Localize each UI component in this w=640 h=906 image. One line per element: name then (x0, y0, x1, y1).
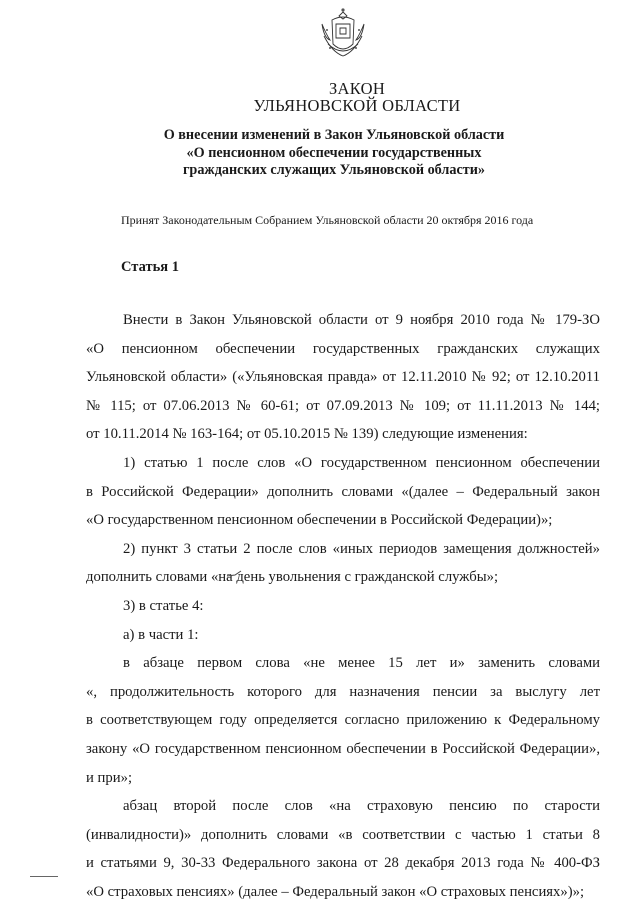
text-line: в Российской Федерации» дополнить словами «(далее – Федеральный закон (86, 483, 600, 500)
pen-mark (226, 570, 242, 578)
text-line: «, продолжительность которого для назначения пенсии за выслугу лет (86, 683, 600, 700)
footer-rule (30, 876, 58, 877)
text-line: «О пенсионном обеспечении государственных гражданских служащих (86, 340, 600, 357)
coat-of-arms-emblem (318, 6, 368, 60)
text-line: Ульяновской области» («Ульяновская правда» от 12.11.2010 № 92; от 12.10.2011 (86, 369, 600, 386)
item-3 (86, 592, 600, 621)
item-2 (86, 535, 600, 592)
text-line: (инвалидности)» дополнить словами «в соответствии с частью 1 статьи 8 (86, 826, 600, 843)
text-line: в абзаце первом слова «не менее 15 лет и» заменить словами (123, 655, 600, 672)
text-line: Внести в Закон Ульяновской области от 9 ноября 2010 года № 179-ЗО (123, 312, 600, 328)
text-line: № 115; от 07.06.2013 № 60-61; от 07.09.2013 № 109; от 11.11.2013 № 144; (86, 397, 600, 414)
text-line: дополнить словами «на день увольнения с гражданской службы»; (86, 569, 499, 586)
text-line: «О государственном пенсионном обеспечении в Российской Федерации)»; (86, 512, 553, 529)
article-heading: Статья 1 (121, 259, 179, 275)
title-line: УЛЬЯНОВСКОЙ ОБЛАСТИ (253, 96, 461, 115)
text-line: и при»; (86, 769, 133, 786)
text-line: от 10.11.2014 № 163-164; от 05.10.2015 № 139) следующие изменения: (86, 426, 528, 443)
subtitle-line: гражданских служащих Ульяновской области» (182, 162, 485, 178)
text-line: а) в части 1: (123, 626, 199, 643)
text-line: абзац второй после слов «на страховую пенсию по старости (123, 798, 600, 815)
text-line: «О страховых пенсиях» (далее – Федеральный закон «О страховых пенсиях»)»; (86, 883, 585, 900)
paragraph-second-amendment (86, 792, 600, 906)
text-line: в соответствующем году определяется согласно приложению к Федеральному (86, 712, 600, 729)
text-line: 3) в статье 4: (123, 597, 204, 614)
intro-paragraph (86, 306, 600, 449)
adoption-note: Принят Законодательным Собранием Ульяновской области 20 октября 2016 года (121, 213, 534, 227)
subtitle-line: О внесении изменений в Закон Ульяновской области (163, 127, 505, 143)
paragraph-first-amendment (86, 649, 600, 792)
item-1 (86, 449, 600, 535)
subtitle-line: «О пенсионном обеспечении государственных (186, 144, 482, 161)
item-3a (86, 621, 600, 650)
text-line: закону «О государственном пенсионном обеспечении в Российской Федерации», (86, 740, 600, 757)
law-body (86, 306, 600, 906)
text-line: 1) статью 1 после слов «О государственном пенсионном обеспечении (123, 454, 600, 471)
title-line: ЗАКОН (328, 79, 386, 98)
law-subtitle (0, 127, 640, 180)
text-line: 2) пункт 3 статьи 2 после слов «иных периодов замещения должностей» (123, 540, 600, 557)
law-title (0, 80, 640, 114)
text-line: и статьями 9, 30-33 Федерального закона от 28 декабря 2013 года № 400-ФЗ (86, 855, 600, 872)
